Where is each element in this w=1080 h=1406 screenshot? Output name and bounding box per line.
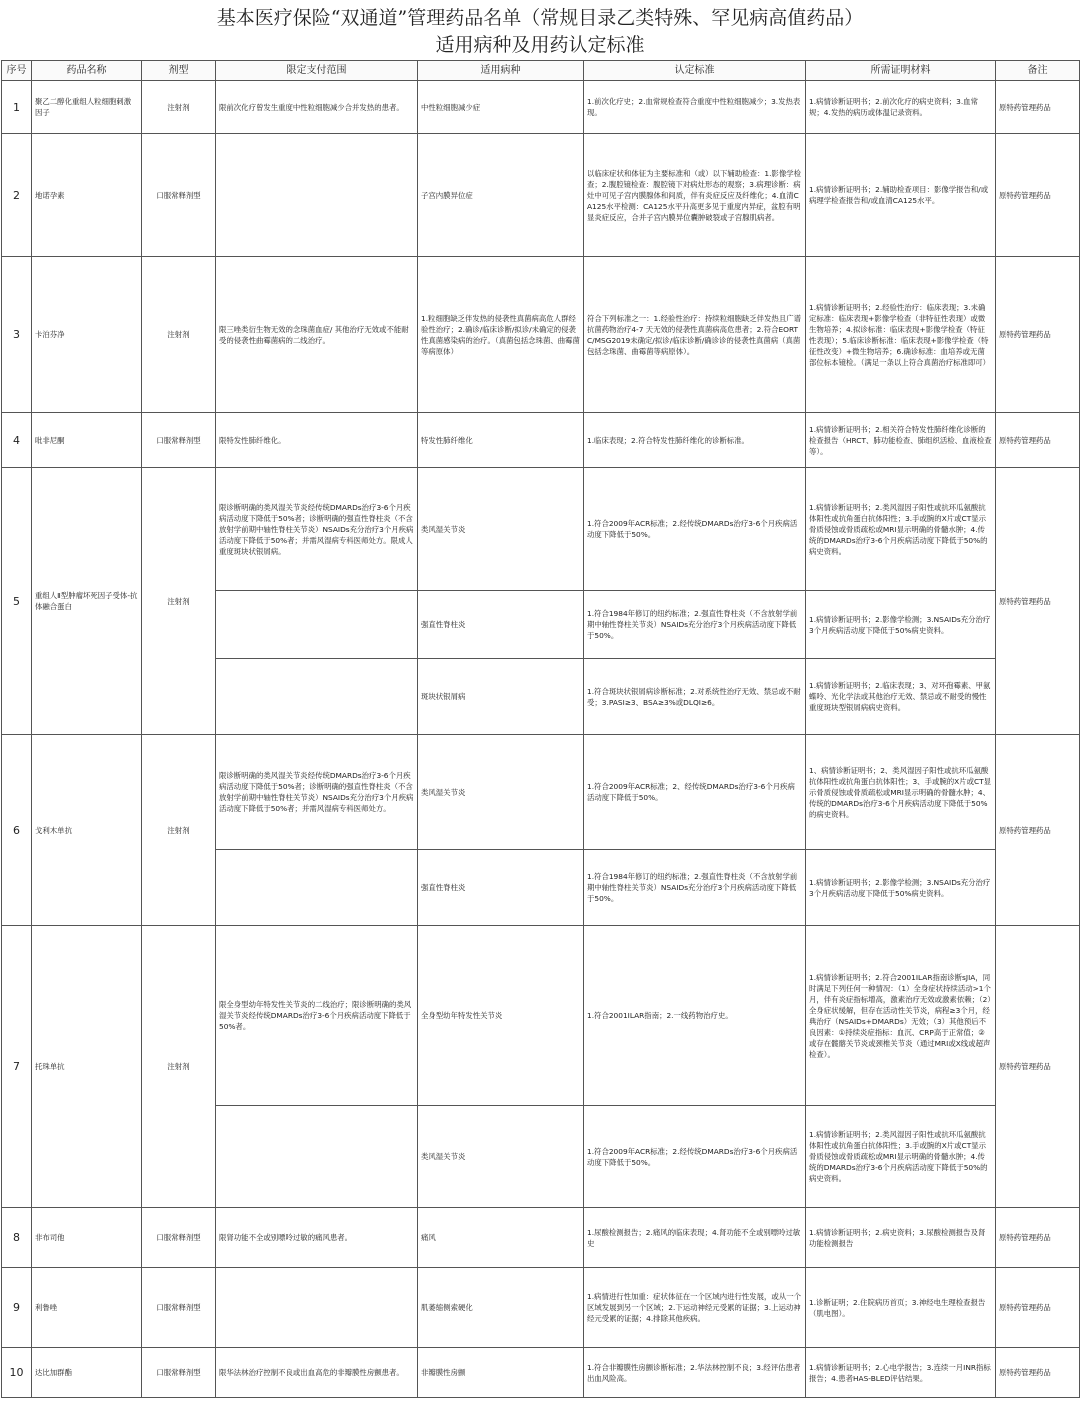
note: 原特药管理药品 [996,1268,1080,1348]
table-row [2,1348,1080,1398]
drug-name: 地诺孕素 [32,134,142,257]
row-number: 2 [2,134,32,257]
drug-name: 达比加群酯 [32,1348,142,1398]
dosage-form: 口服常释剂型 [142,1208,216,1268]
note: 原特药管理药品 [996,735,1080,926]
criteria: 1.符合2009年ACR标准；2.经传统DMARDs治疗3-6个月疾病活动度下降低于50%。 [584,1106,806,1208]
criteria: 1.尿酸检测报告；2.痛风的临床表现；4.肾功能不全或别嘌呤过敏史 [584,1208,806,1268]
table-row [2,257,1080,413]
drug-name: 聚乙二醇化重组人粒细胞刺激因子 [32,81,142,134]
applicable-disease: 强直性脊柱炎 [418,850,584,926]
payment-scope: 限华法林治疗控制不良或出血高危的非瓣膜性房颤患者。 [216,1348,418,1398]
row-number: 9 [2,1268,32,1348]
materials: 1.病情诊断证明书；2.符合2001ILAR指南诊断sJIA，同时满足下列任何一种情况：（1）全身症状持续活动>1个月，伴有炎症指标增高，激素治疗无效或激素依赖；（2）全身症状缓解，但存在活动性关节炎，病程≥3个月，经典治疗（NSAIDs+DMARDs）无效；（3）其他预后不良因素：①持续炎症指标：血沉、CRP高于正常值；②或存在髋髂关节炎或颈椎关节炎（通过MRI或X线或超声检查）。 [806,926,996,1106]
payment-scope: 限三唑类衍生物无效的念珠菌血症/ 其他治疗无效或不能耐受的侵袭性曲霉菌病的二线治疗。 [216,257,418,413]
criteria: 以临床症状和体征为主要标准和（或）以下辅助检查：1.影像学检查；2.腹腔镜检查：腹腔镜下对病灶形态的观察；3.病理诊断：病灶中可见子宫内膜腺体和间质，伴有炎症反应及纤维化；4.血清CA125水平检测：CA125水平升高更多见于重度内异症，盆腔有明显炎症反应，合并子宫内膜异位囊肿破裂或子宫腺肌病者。 [584,134,806,257]
note: 原特药管理药品 [996,468,1080,735]
note: 原特药管理药品 [996,926,1080,1208]
table-row [2,1208,1080,1268]
payment-scope: 限诊断明确的类风湿关节炎经传统DMARDs治疗3-6个月疾病活动度下降低于50%者；诊断明确的强直性脊柱炎（不含放射学前期中轴性脊柱关节炎）NSAIDs充分治疗3个月疾病活动度下降低于50%者；并需风湿病专科医师处方。限成人重度斑块状银屑病。 [216,468,418,591]
applicable-disease: 中性粒细胞减少症 [418,81,584,134]
payment-scope: 限特发性肺纤维化。 [216,413,418,468]
note: 原特药管理药品 [996,1348,1080,1398]
title-line-1: 基本医疗保险“双通道”管理药品名单（常规目录乙类特殊、罕见病高值药品） [216,7,864,29]
table-row [2,134,1080,257]
criteria: 1.符合2009年ACR标准；2.经传统DMARDs治疗3-6个月疾病活动度下降低于50%。 [584,468,806,591]
row-number: 5 [2,468,32,735]
payment-scope-empty [216,1106,418,1208]
drug-name: 戈利木单抗 [32,735,142,926]
materials: 1.病情诊断证明书；2.经验性治疗：临床表现；3.未确定标准：临床表现+影像学检查（非特征性表现）或微生物培养；4.拟诊标准：临床表现+影像学检查（特征性表现）；5.临床诊断标准：临床表现+影像学检查（特征性改变）+微生物培养；6.确诊标准：血培养或无菌部位标本镜检。（满足一条以上符合真菌治疗标准即可） [806,257,996,413]
materials: 1.病情诊断证明书；2.相关符合特发性肺纤维化诊断的检查报告（HRCT、肺功能检查、肺组织活检、血液检查等）。 [806,413,996,468]
header-cell: 适用病种 [418,61,584,81]
payment-scope [216,1268,418,1348]
dosage-form: 口服常释剂型 [142,1268,216,1348]
payment-scope: 限全身型幼年特发性关节炎的二线治疗；限诊断明确的类风湿关节炎经传统DMARDs治疗3-6个月疾病活动度下降低于50%者。 [216,926,418,1106]
applicable-disease: 非瓣膜性房颤 [418,1348,584,1398]
materials: 1.病情诊断证明书；2.心电学报告；3.连续一月INR指标报告；4.患者HAS-BLED评估结果。 [806,1348,996,1398]
drug-table [1,60,1080,1398]
materials: 1.病情诊断证明书；2.类风湿因子阳性或抗环瓜氨酸抗体阳性或抗角蛋白抗体阳性；3.手或腕的X片或CT显示骨质侵蚀或骨质疏松或MRI显示明确的骨髓水肿；4.传统的DMARDs治疗3-6个月疾病活动度下降低于50%的病史资料。 [806,468,996,591]
note: 原特药管理药品 [996,134,1080,257]
drug-name: 利鲁唑 [32,1268,142,1348]
note: 原特药管理药品 [996,413,1080,468]
dosage-form: 口服常释剂型 [142,134,216,257]
row-number: 3 [2,257,32,413]
payment-scope-empty [216,591,418,659]
header-cell: 所需证明材料 [806,61,996,81]
criteria: 1.符合斑块状银屑病诊断标准；2.对系统性治疗无效、禁忌或不耐受；3.PASI≥3、BSA≥3%或DLQI≥6。 [584,659,806,735]
dosage-form: 口服常释剂型 [142,1348,216,1398]
materials: 1.病情诊断证明书；2.辅助检查项目：影像学报告和/或病理学检查报告和/或血清CA125水平。 [806,134,996,257]
materials: 1、病情诊断证明书；2、类风湿因子阳性或抗环瓜氨酸抗体阳性或抗角蛋白抗体阳性；3、手或腕的X片或CT显示骨质侵蚀或骨质疏松或MRI显示明确的骨髓水肿；4、传统的DMARDs治疗3-6个月疾病活动度下降低于50%的病史资料。 [806,735,996,850]
payment-scope-empty [216,659,418,735]
materials: 1.病情诊断证明书；2.影像学检测；3.NSAIDs充分治疗3个月疾病活动度下降低于50%病史资料。 [806,591,996,659]
applicable-disease: 强直性脊柱炎 [418,591,584,659]
note: 原特药管理药品 [996,257,1080,413]
criteria: 1.符合非瓣膜性房颤诊断标准；2.华法林控制不良；3.经评估患者出血风险高。 [584,1348,806,1398]
dosage-form: 注射剂 [142,735,216,926]
header-cell: 限定支付范围 [216,61,418,81]
criteria: 1.符合2001ILAR指南；2.一线药物治疗史。 [584,926,806,1106]
title-line-2: 适用病种及用药认定标准 [435,34,645,56]
header-cell: 序号 [2,61,32,81]
applicable-disease: 类风湿关节炎 [418,735,584,850]
applicable-disease: 特发性肺纤维化 [418,413,584,468]
applicable-disease: 1.粒细胞缺乏伴发热的侵袭性真菌病高危人群经验性治疗；2.确诊/临床诊断/拟诊/未确定的侵袭性真菌感染病的治疗。（真菌包括念珠菌、曲霉菌等病原体） [418,257,584,413]
materials: 1.病情诊断证明书；2.类风湿因子阳性或抗环瓜氨酸抗体阳性或抗角蛋白抗体阳性；3.手或腕的X片或CT显示骨质侵蚀或骨质疏松或MRI显示明确的骨髓水肿；4.传统的DMARDs治疗3-6个月疾病活动度下降低于50%的病史资料。 [806,1106,996,1208]
materials: 1.诊断证明；2.住院病历首页；3.神经电生理检查报告（肌电图）。 [806,1268,996,1348]
row-number: 1 [2,81,32,134]
applicable-disease: 肌萎缩侧索硬化 [418,1268,584,1348]
materials: 1.病情诊断证明书；2.临床表现；3、对环孢霉素、甲氨蝶呤、光化学法或其他治疗无效、禁忌或不耐受的慢性重度斑块型银屑病病史资料。 [806,659,996,735]
payment-scope [216,134,418,257]
table-row [2,735,1080,850]
table-row [2,1268,1080,1348]
materials: 1.病情诊断证明书；2.病史资料；3.尿酸检测报告及肾功能检测报告 [806,1208,996,1268]
materials: 1.病情诊断证明书；2.影像学检测；3.NSAIDs充分治疗3个月疾病活动度下降低于50%病史资料。 [806,850,996,926]
criteria: 1.符合1984年修订的纽约标准；2.强直性脊柱炎（不含放射学前期中轴性脊柱关节炎）NSAIDs充分治疗3个月疾病活动度下降低于50%。 [584,591,806,659]
header-cell: 药品名称 [32,61,142,81]
note: 原特药管理药品 [996,1208,1080,1268]
table-row [2,413,1080,468]
row-number: 7 [2,926,32,1208]
table-row [2,468,1080,591]
note: 原特药管理药品 [996,81,1080,134]
applicable-disease: 痛风 [418,1208,584,1268]
payment-scope: 限肾功能不全或别嘌呤过敏的痛风患者。 [216,1208,418,1268]
applicable-disease: 子宫内膜异位症 [418,134,584,257]
applicable-disease: 斑块状银屑病 [418,659,584,735]
row-number: 8 [2,1208,32,1268]
drug-name: 重组人Ⅱ型肿瘤坏死因子受体-抗体融合蛋白 [32,468,142,735]
row-number: 6 [2,735,32,926]
header-cell: 备注 [996,61,1080,81]
payment-scope: 限诊断明确的类风湿关节炎经传统DMARDs治疗3-6个月疾病活动度下降低于50%者；诊断明确的强直性脊柱炎（不含放射学前期中轴性脊柱关节炎）NSAIDs充分治疗3个月疾病活动度下降低于50%者；并需风湿病专科医师处方。 [216,735,418,850]
applicable-disease: 类风湿关节炎 [418,1106,584,1208]
dosage-form: 注射剂 [142,81,216,134]
row-number: 10 [2,1348,32,1398]
criteria: 1.符合1984年修订的纽约标准；2.强直性脊柱炎（不含放射学前期中轴性脊柱关节炎）NSAIDs充分治疗3个月疾病活动度下降低于50%。 [584,850,806,926]
dosage-form: 注射剂 [142,926,216,1208]
row-number: 4 [2,413,32,468]
applicable-disease: 类风湿关节炎 [418,468,584,591]
criteria: 1.病情进行性加重：症状体征在一个区域内进行性发展，或从一个区域发展到另一个区域；2.下运动神经元受累的证据；3.上运动神经元受累的证据；4.排除其他疾病。 [584,1268,806,1348]
drug-name: 吡非尼酮 [32,413,142,468]
table-row [2,926,1080,1106]
header-cell: 剂型 [142,61,216,81]
dosage-form: 注射剂 [142,468,216,735]
applicable-disease: 全身型幼年特发性关节炎 [418,926,584,1106]
materials: 1.病情诊断证明书；2.前次化疗的病史资料；3.血常规；4.发热的病历或体温记录资料。 [806,81,996,134]
payment-scope-empty [216,850,418,926]
dosage-form: 注射剂 [142,257,216,413]
table-row [2,81,1080,134]
drug-name: 卡泊芬净 [32,257,142,413]
page-title [0,0,1080,60]
payment-scope: 限前次化疗曾发生重度中性粒细胞减少合并发热的患者。 [216,81,418,134]
criteria: 符合下列标准之一：1.经验性治疗：持续粒细胞缺乏伴发热且广谱抗菌药物治疗4-7 天无效的侵袭性真菌病高危患者；2.符合EORTC/MSG2019未确定/拟诊/临床诊断/确诊诊的侵袭性真菌病（真菌包括念珠菌、曲霉菌等病原体）。 [584,257,806,413]
drug-name: 托珠单抗 [32,926,142,1208]
header-cell: 认定标准 [584,61,806,81]
criteria: 1.前次化疗史；2.血常规检查符合重度中性粒细胞减少；3.发热表现。 [584,81,806,134]
table-header-row [2,61,1080,81]
criteria: 1.符合2009年ACR标准；2、经传统DMARDs治疗3-6个月疾病活动度下降低于50%。 [584,735,806,850]
dosage-form: 口服常释剂型 [142,413,216,468]
drug-name: 非布司他 [32,1208,142,1268]
criteria: 1.临床表现；2.符合特发性肺纤维化的诊断标准。 [584,413,806,468]
